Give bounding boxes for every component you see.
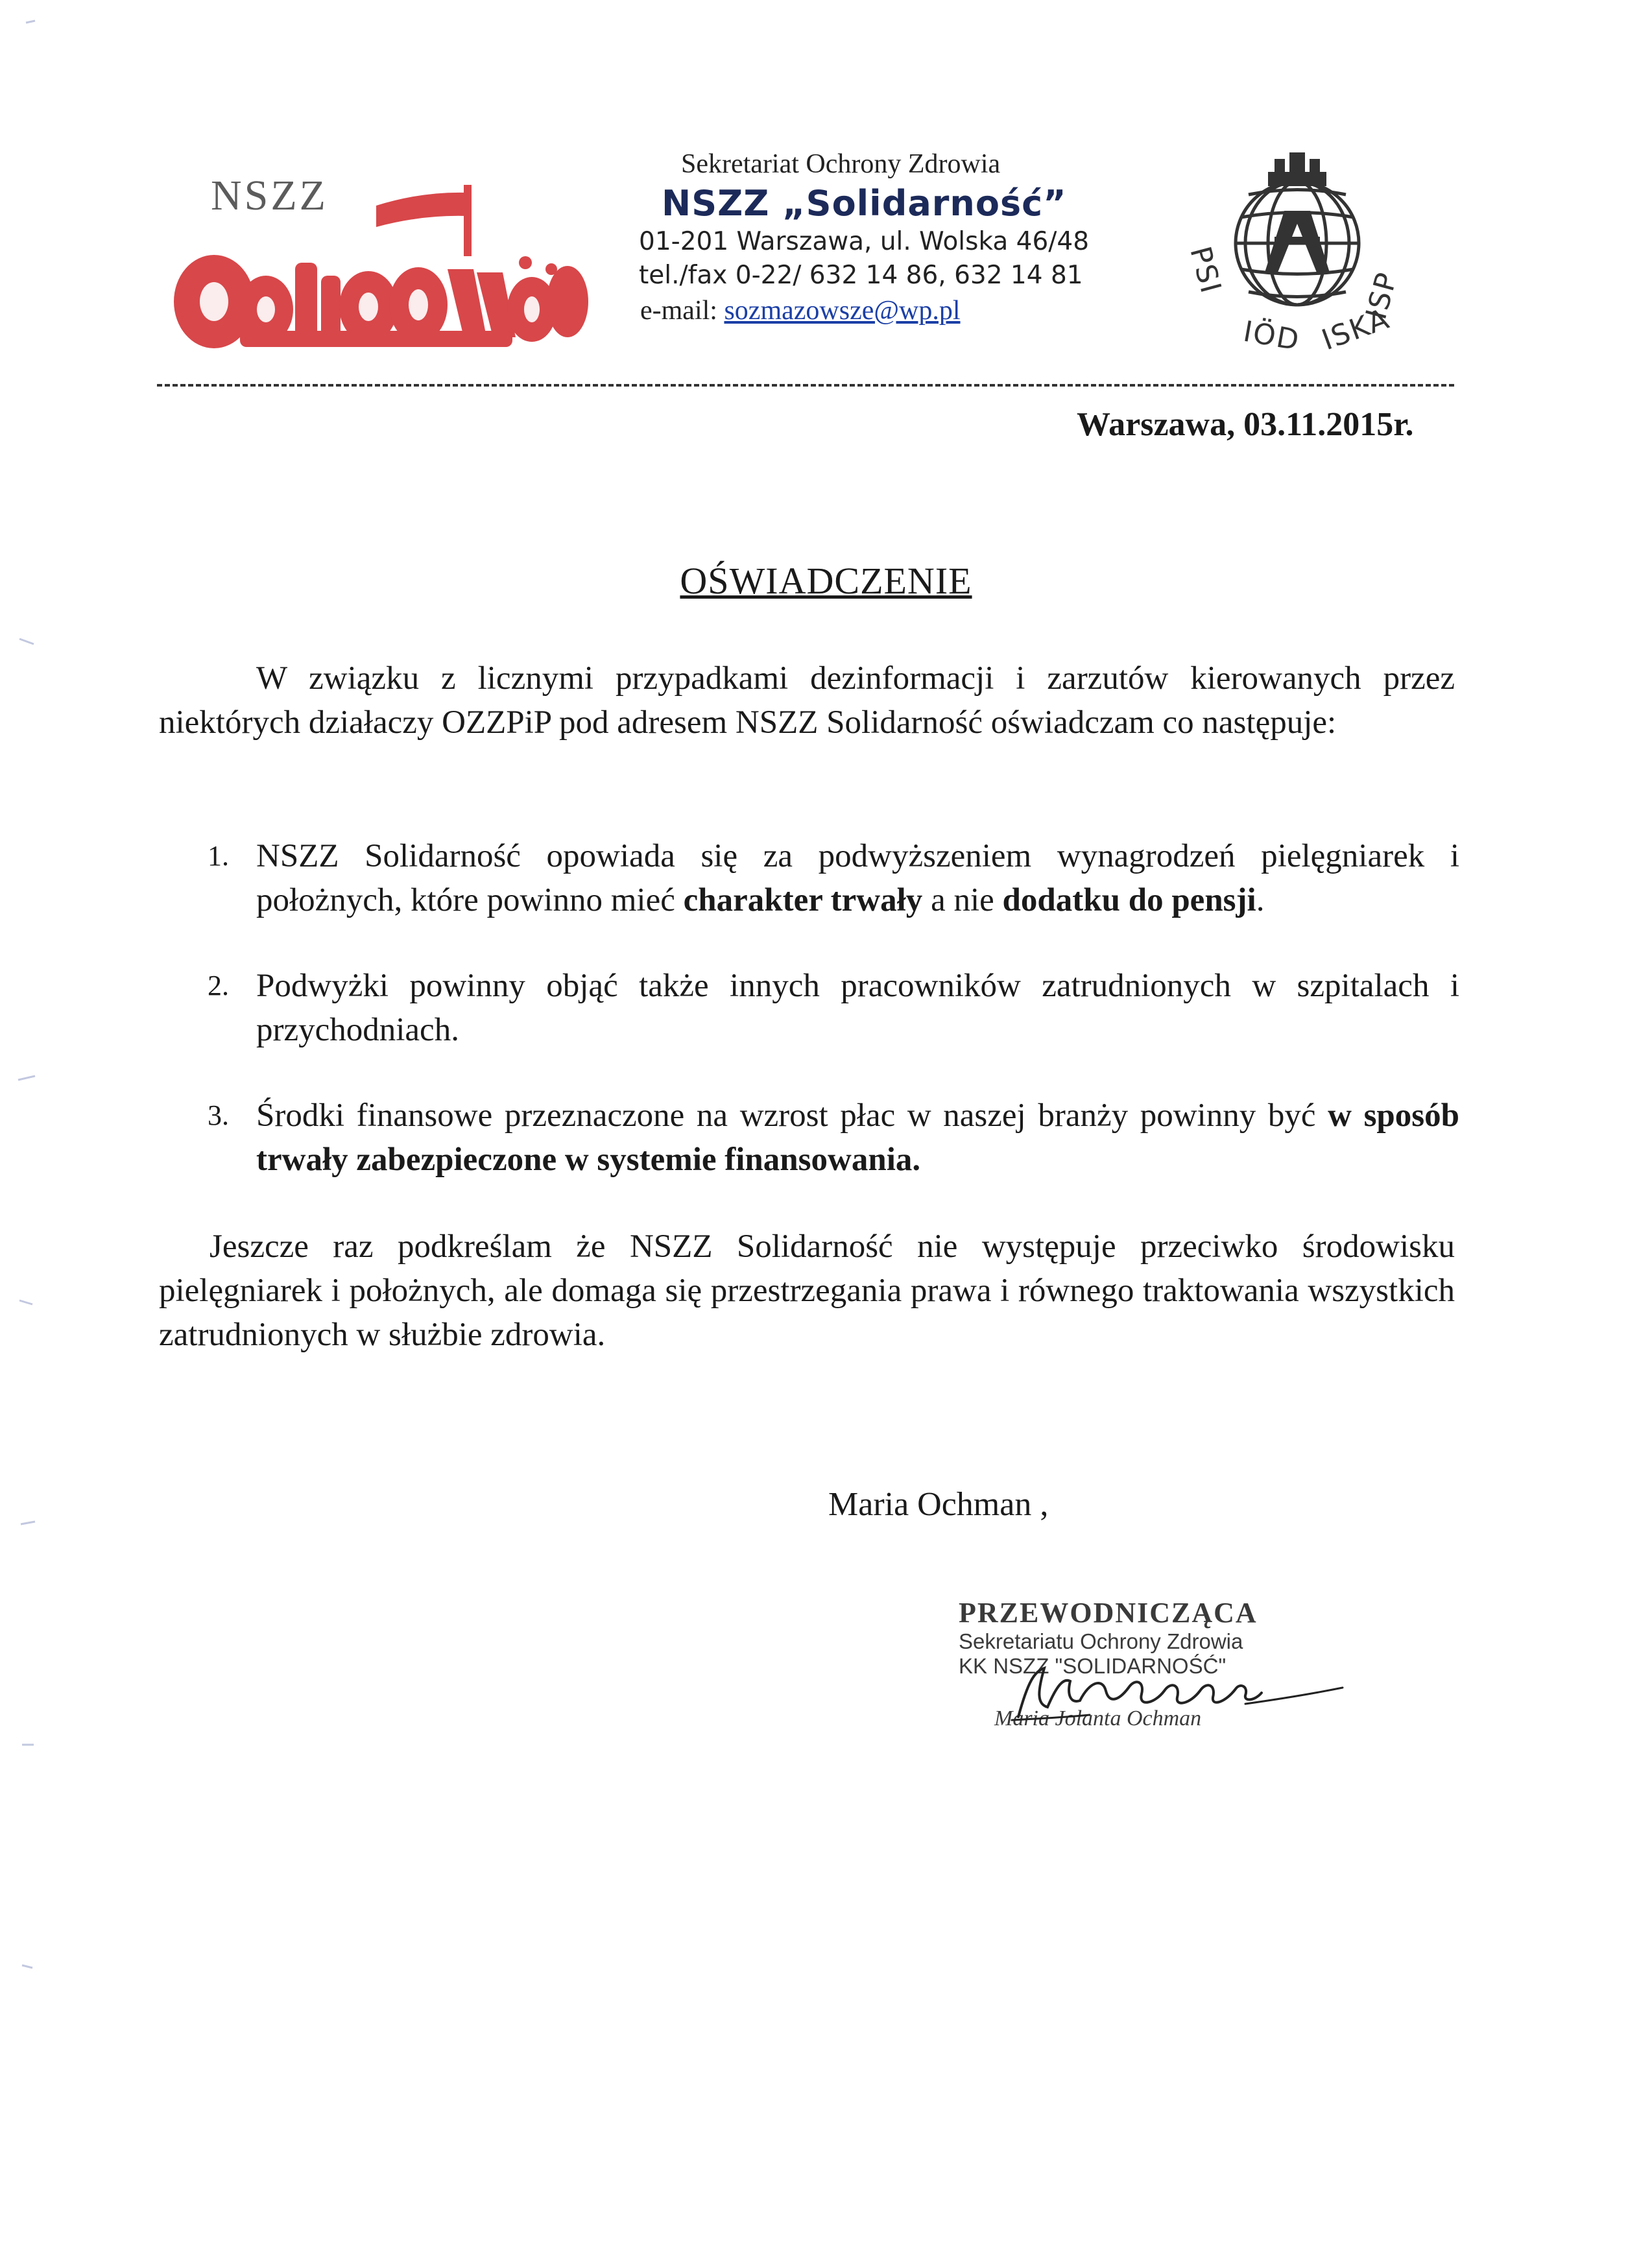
list-item-text: Podwyżki powinny objąć także innych pracowników zatrudnionych w szpitalach i przychodniach. <box>256 968 1459 1048</box>
address: 01-201 Warszawa, ul. Wolska 46/48 <box>639 227 1090 256</box>
email-label: e-mail: <box>640 296 724 326</box>
emphasis-text: w sposób trwały zabezpieczone w systemie finansowania. <box>256 1097 1460 1178</box>
email-link[interactable]: sozmazowsze@wp.pl <box>724 296 961 326</box>
psi-emblem <box>1171 146 1424 360</box>
list-item <box>208 964 1459 1052</box>
flag-icon <box>376 193 467 227</box>
list-item-text: Środki finansowe przeznaczone na wzrost płac w naszej branży powinny być w sposób trwały zabezpieczone w systemie finansowania. <box>256 1097 1460 1178</box>
phone-fax: tel./fax 0-22/ 632 14 86, 632 14 81 <box>639 261 1083 290</box>
list-item-number: 1. <box>208 840 229 872</box>
signer-name: Maria Ochman , <box>828 1486 1049 1523</box>
stamp-signer-name: Maria Jolanta Ochman <box>994 1706 1202 1730</box>
list-item <box>208 834 1459 922</box>
psi-emblem-icon <box>1171 146 1424 360</box>
list-item-number: 3. <box>208 1099 229 1131</box>
letterhead-contact <box>639 146 1223 329</box>
header-divider <box>157 384 1454 387</box>
stamp-line-2: KK NSZZ "SOLIDARNOŚĆ" <box>959 1654 1227 1678</box>
solidarnosc-logo-graphic <box>162 165 590 360</box>
list-item-text: NSZZ Solidarność opowiada się za podwyższeniem wynagrodzeń pielęgniarek i położnych, które powinno mieć charakter trwały a nie dodatku do pensji. <box>256 838 1459 918</box>
emphasis-text: dodatku do pensji <box>1002 882 1256 918</box>
document-date: Warszawa, 03.11.2015r. <box>1077 406 1414 443</box>
list-item-number: 2. <box>208 970 229 1001</box>
list-item <box>208 1094 1459 1182</box>
svg-text:PSI: PSI <box>1183 243 1228 298</box>
organization-name: NSZZ „Solidarność” <box>662 183 1067 224</box>
handwritten-signature <box>999 1655 1349 1727</box>
svg-text:ISP: ISP <box>1359 268 1404 323</box>
emphasis-text: charakter trwały <box>683 882 923 918</box>
signature-graphic <box>999 1655 1349 1727</box>
svg-text:ISKA: ISKA <box>1317 302 1395 357</box>
solidarnosc-logo <box>162 165 590 360</box>
logo-prefix: NSZZ <box>211 172 328 219</box>
secretariat-name: Sekretariat Ochrony Zdrowia <box>681 149 1001 179</box>
svg-text:IÖD: IÖD <box>1241 315 1303 358</box>
intro-paragraph: W związku z licznymi przypadkami dezinformacji i zarzutów kierowanych przez niektórych działaczy OZZPiP pod adresem NSZZ Solidarność oświadczam co następuje: <box>159 660 1455 741</box>
closing-paragraph: Jeszcze raz podkreślam że NSZZ Solidarność nie występuje przeciwko środowisku pielęgniarek i położnych, ale domaga się przestrzegania prawa i równego traktowania wszystkich zatrudnionych w służbie zdrowia. <box>159 1228 1455 1353</box>
document-title: OŚWIADCZENIE <box>680 560 972 602</box>
stamp-title: PRZEWODNICZĄCA <box>959 1597 1258 1629</box>
stamp-line-1: Sekretariatu Ochrony Zdrowia <box>959 1629 1243 1653</box>
email-line <box>639 293 1223 329</box>
